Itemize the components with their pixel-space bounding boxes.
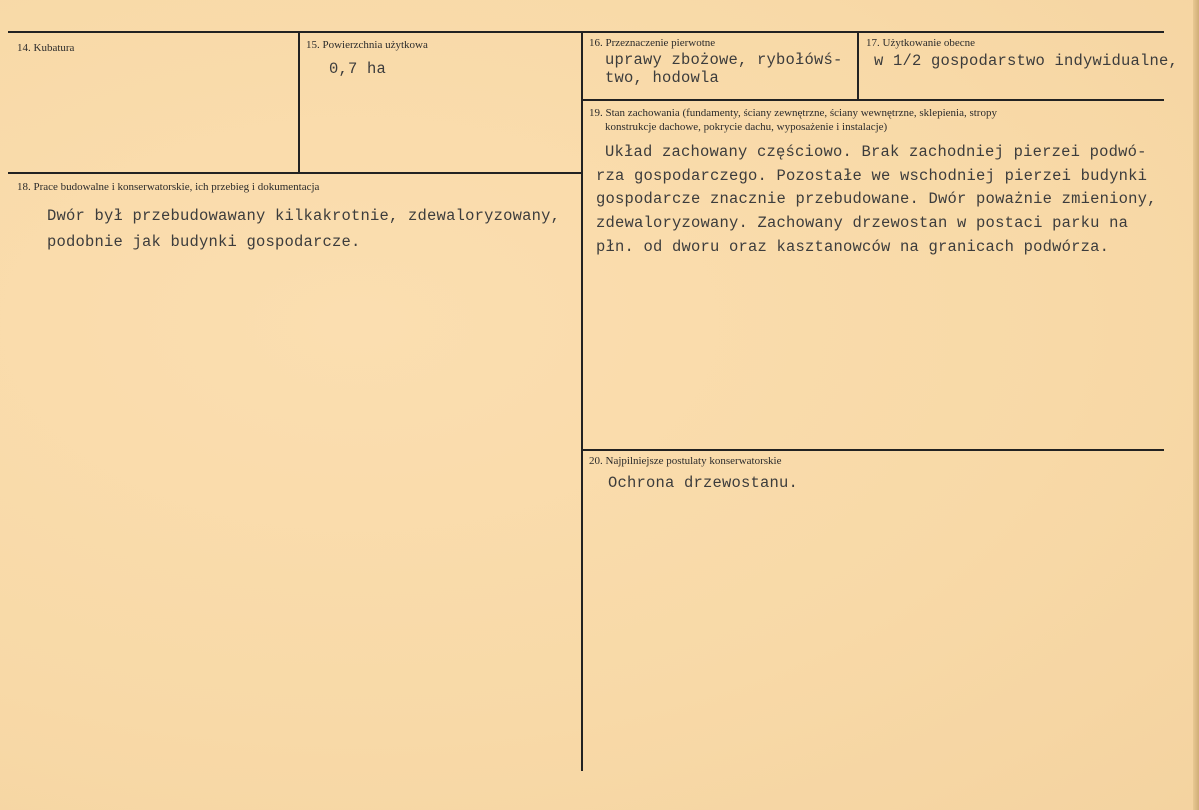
top-rule — [8, 31, 1164, 33]
field-15-value: 0,7 ha — [329, 60, 387, 78]
field-20-label: 20. Najpilniejsze postulaty konserwatorskie — [589, 455, 782, 467]
field-19-label-line-1: 19. Stan zachowania (fundamenty, ściany zewnętrzne, ściany wewnętrzne, sklepienia, stropy — [589, 107, 997, 119]
rule-above-18 — [8, 172, 582, 174]
field-19-line-4: zdewaloryzowany. Zachowany drzewostan w postaci parku na — [596, 214, 1129, 232]
rule-above-20 — [583, 449, 1164, 451]
field-19-line-1: Układ zachowany częściowo. Brak zachodniej pierzei podwó- — [605, 143, 1147, 161]
field-17-label: 17. Użytkowanie obecne — [866, 37, 976, 49]
main-vertical-divider — [581, 31, 583, 771]
field-15-label: 15. Powierzchnia użytkowa — [306, 39, 428, 51]
divider-14-15 — [298, 31, 300, 173]
field-18-label: 18. Prace budowalne i konserwatorskie, ich przebieg i dokumentacja — [17, 181, 320, 193]
field-16-line-1: uprawy zbożowe, rybołówś- — [605, 51, 843, 69]
field-18-line-2: podobnie jak budynki gospodarcze. — [47, 233, 361, 251]
field-16-label: 16. Przeznaczenie pierwotne — [589, 37, 716, 49]
field-19-line-2: rza gospodarczego. Pozostałe we wschodniej pierzei budynki — [596, 167, 1148, 185]
field-17-value: w 1/2 gospodarstwo indywidualne, — [874, 52, 1179, 70]
field-16-line-2: two, hodowla — [605, 69, 720, 87]
field-19-label-line-2: konstrukcje dachowe, pokrycie dachu, wyposażenie i instalacje) — [605, 121, 888, 133]
field-19-line-3: gospodarcze znacznie przebudowane. Dwór poważnie zmieniony, — [596, 190, 1157, 208]
field-19-line-5: płn. od dworu oraz kasztanowców na granicach podwórza. — [596, 238, 1110, 256]
divider-16-17 — [857, 31, 859, 99]
field-18-line-1: Dwór był przebudowawany kilkakrotnie, zdewaloryzowany, — [47, 207, 561, 225]
field-20-value: Ochrona drzewostanu. — [608, 474, 799, 492]
field-14-label: 14. Kubatura — [17, 42, 75, 54]
card-edge — [1193, 0, 1199, 810]
rule-under-16-17 — [583, 99, 1164, 101]
